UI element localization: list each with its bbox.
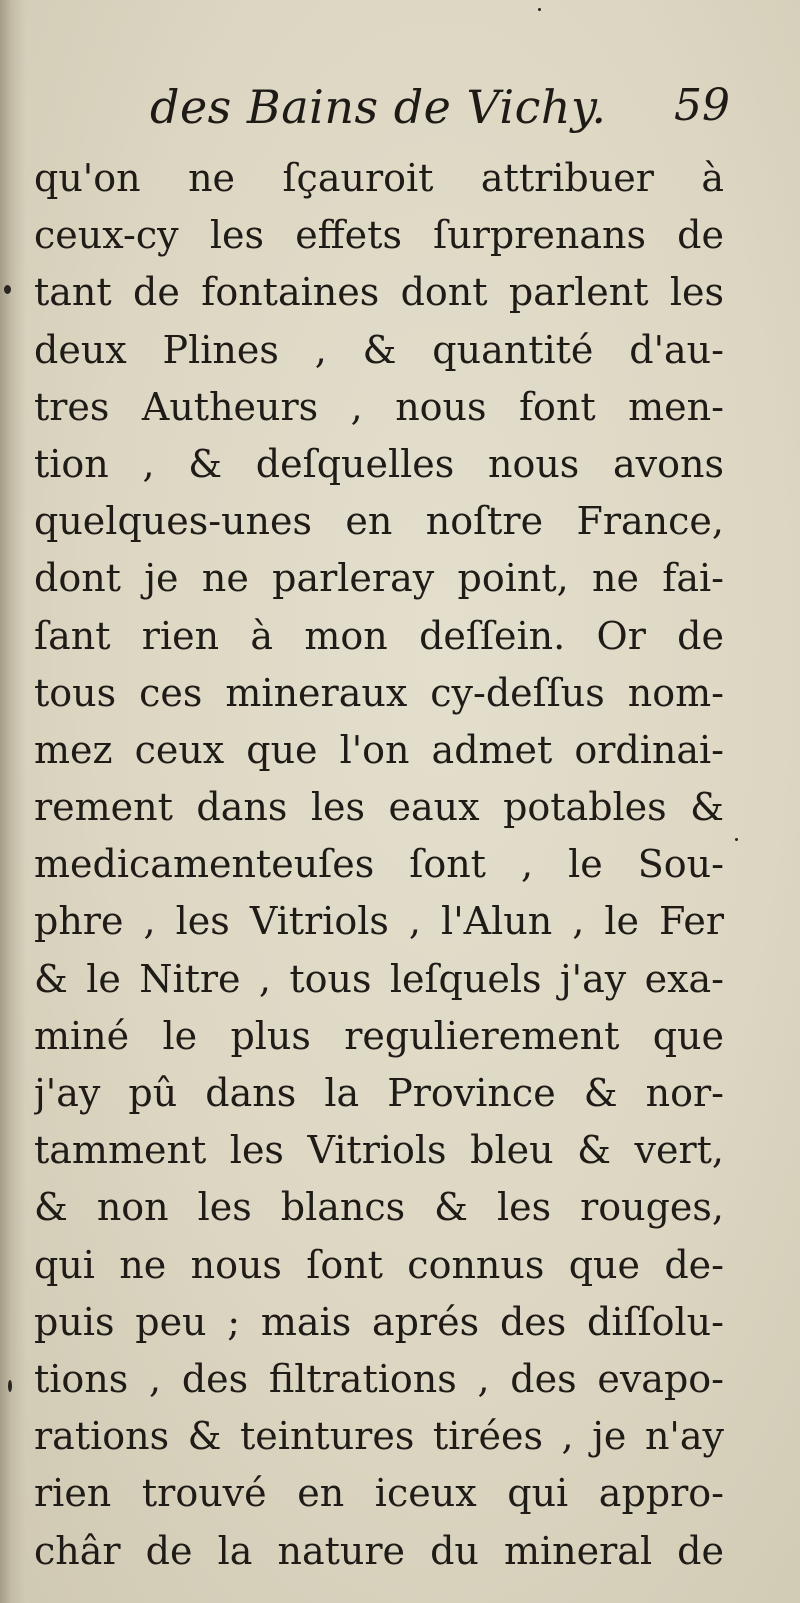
text-line: deux Plines , & quantité d'au- bbox=[34, 327, 724, 372]
text-line: medicamenteuſes ſont , le Sou- bbox=[34, 842, 724, 887]
text-line: qu'on ne ſçauroit attribuer à bbox=[34, 156, 724, 200]
text-line: dont je ne parleray point, ne fai- bbox=[34, 556, 724, 601]
text-line: mez ceux que l'on admet ordinai- bbox=[34, 727, 724, 772]
text-line: tions , des filtrations , des evapo- bbox=[34, 1356, 724, 1401]
text-line: rement dans les eaux potables & bbox=[34, 785, 724, 830]
text-line: rien trouvé en iceux qui appro- bbox=[34, 1471, 724, 1516]
page-number: 59 bbox=[674, 80, 730, 131]
text-line: puis peu ; mais aprés des diſſolu- bbox=[34, 1299, 724, 1344]
running-title: des Bains de Vichy. bbox=[150, 80, 607, 134]
ink-speck bbox=[4, 285, 11, 294]
text-line: & le Nitre , tous leſquels j'ay exa- bbox=[34, 956, 724, 1001]
text-line: qui ne nous ſont connus que de- bbox=[34, 1242, 724, 1287]
text-line: tous ces mineraux cy-deſſus nom- bbox=[34, 670, 724, 715]
gutter-shadow bbox=[0, 0, 26, 1603]
text-line: tres Autheurs , nous font men- bbox=[34, 384, 724, 429]
text-line: rations & teintures tirées , je n'ay bbox=[34, 1414, 724, 1459]
body-text bbox=[34, 150, 724, 1580]
text-line: phre , les Vitriols , l'Alun , le Fer bbox=[34, 899, 724, 944]
text-line: quelques-unes en noſtre France, bbox=[34, 499, 724, 544]
text-line: miné le plus regulierement que bbox=[34, 1013, 724, 1058]
ink-speck bbox=[538, 8, 541, 11]
text-line: ſant rien à mon deſſein. Or de bbox=[34, 613, 724, 658]
text-line: ceux-cy les effets ſurprenans de bbox=[34, 213, 724, 258]
text-line: j'ay pû dans la Province & nor- bbox=[34, 1071, 724, 1115]
text-line: tion , & deſquelles nous avons bbox=[34, 441, 724, 486]
text-line: châr de la nature du mineral de bbox=[34, 1528, 724, 1573]
text-line: tant de fontaines dont parlent les bbox=[34, 270, 724, 315]
text-line: & non les blancs & les rouges, bbox=[34, 1185, 724, 1230]
text-line: tamment les Vitriols bleu & vert, bbox=[34, 1128, 724, 1173]
ink-speck bbox=[735, 838, 738, 841]
running-head bbox=[150, 80, 730, 150]
ink-speck bbox=[8, 1380, 12, 1392]
